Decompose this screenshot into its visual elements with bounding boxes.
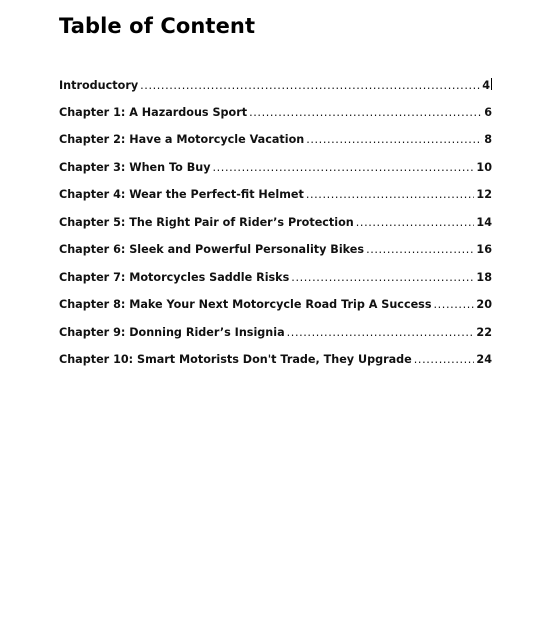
toc-entry-introductory xyxy=(59,78,492,106)
dot-leader xyxy=(306,188,475,201)
toc-heading: Table of Content xyxy=(59,14,256,38)
dot-leader xyxy=(366,243,474,256)
toc-entry-page-number: 18 xyxy=(476,270,492,284)
toc-entry-label: Chapter 1: A Hazardous Sport xyxy=(59,105,248,119)
toc-entry-page-number: 10 xyxy=(476,160,492,174)
toc-entry-label: Chapter 7: Motorcycles Saddle Risks xyxy=(59,270,290,284)
toc-entry-label: Chapter 6: Sleek and Powerful Personality Bikes xyxy=(59,243,365,256)
toc-entry-page-number: 4 xyxy=(482,79,490,92)
toc-entry-page-number: 14 xyxy=(476,215,492,229)
toc-entry-chapter-10 xyxy=(59,353,492,381)
dot-leader xyxy=(213,161,475,174)
toc-list xyxy=(59,78,492,381)
toc-entry-chapter-6 xyxy=(59,243,492,271)
toc-entry-label: Chapter 8: Make Your Next Motorcycle Road Trip A Success xyxy=(59,298,432,311)
toc-entry-page-number: 6 xyxy=(484,105,492,119)
toc-entry-label: Introductory xyxy=(59,79,139,92)
text-cursor xyxy=(491,78,492,90)
dot-leader xyxy=(140,79,480,92)
dot-leader xyxy=(249,106,482,119)
dot-leader xyxy=(356,216,475,229)
toc-entry-chapter-3 xyxy=(59,161,492,189)
toc-entry-chapter-4 xyxy=(59,188,492,216)
dot-leader xyxy=(414,353,475,366)
toc-entry-page-number: 12 xyxy=(476,188,492,201)
toc-entry-page-number: 20 xyxy=(476,298,492,311)
dot-leader xyxy=(306,133,482,146)
toc-entry-label: Chapter 3: When To Buy xyxy=(59,160,211,174)
toc-entry-label: Chapter 10: Smart Motorists Don't Trade, They Upgrade xyxy=(59,353,412,366)
toc-entry-chapter-8 xyxy=(59,298,492,326)
toc-entry-chapter-1 xyxy=(59,106,492,134)
toc-entry-chapter-7 xyxy=(59,271,492,299)
dot-leader xyxy=(433,298,474,311)
dot-leader xyxy=(287,326,475,339)
toc-entry-chapter-9 xyxy=(59,326,492,354)
toc-entry-page-number: 22 xyxy=(476,325,492,339)
dot-leader xyxy=(291,271,474,284)
toc-entry-page-number: 16 xyxy=(476,243,492,256)
toc-entry-label: Chapter 2: Have a Motorcycle Vacation xyxy=(59,133,305,146)
toc-entry-chapter-5 xyxy=(59,216,492,244)
toc-entry-page-number: 8 xyxy=(484,133,492,146)
toc-entry-chapter-2 xyxy=(59,133,492,161)
toc-entry-label: Chapter 4: Wear the Perfect-fit Helmet xyxy=(59,188,304,201)
toc-entry-page-number: 24 xyxy=(476,353,492,366)
toc-entry-label: Chapter 9: Donning Rider’s Insignia xyxy=(59,325,285,339)
toc-entry-label: Chapter 5: The Right Pair of Rider’s Protection xyxy=(59,215,354,229)
